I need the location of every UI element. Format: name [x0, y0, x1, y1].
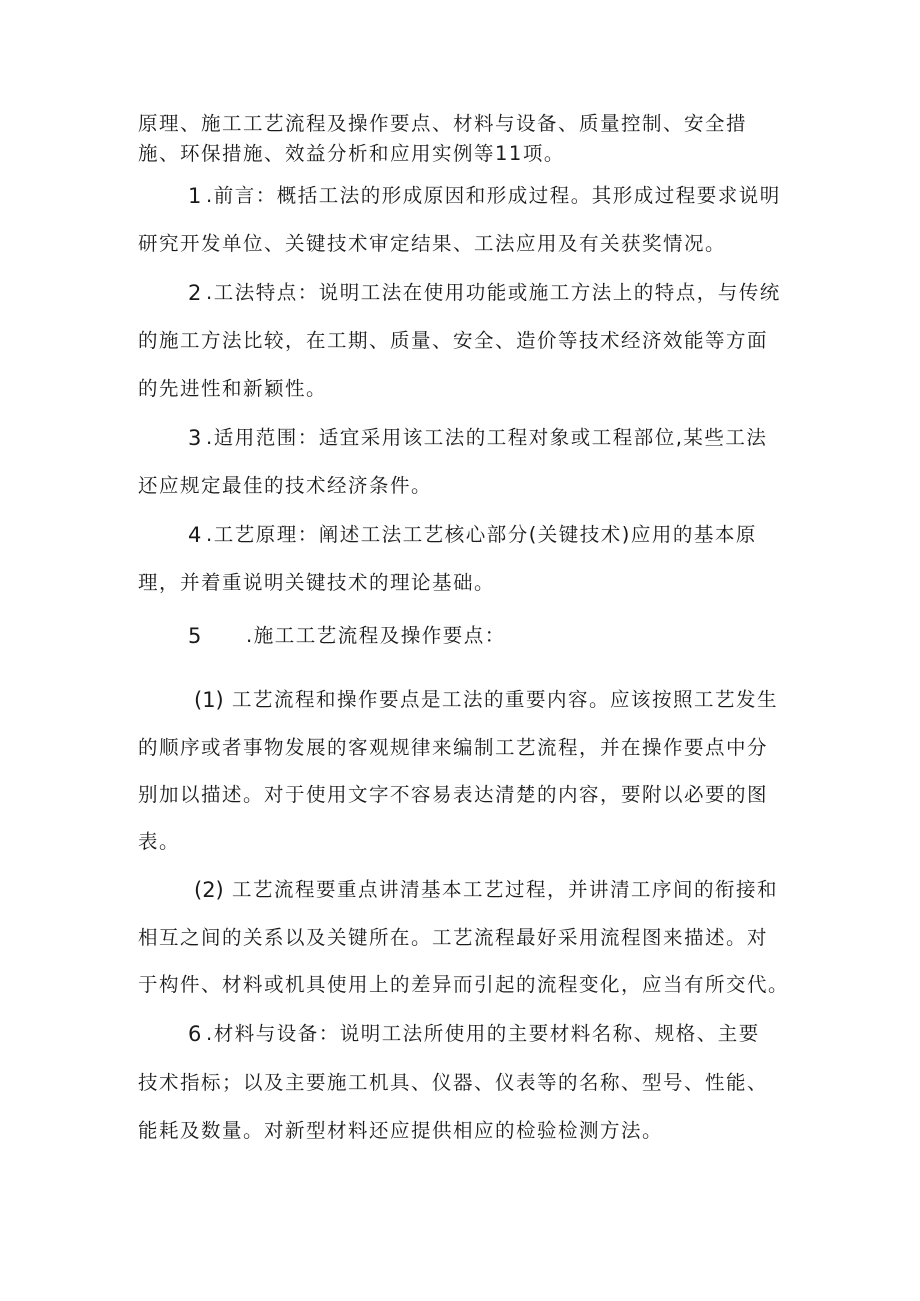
item-1-line-2: 的顺序或者事物发展的客观规律来编制工艺流程，并在操作要点中分	[138, 736, 769, 759]
section-6-line-3: 能耗及数量。对新型材料还应提供相应的检验检测方法。	[138, 1119, 664, 1142]
section-2-line-2: 的施工方法比较，在工期、质量、安全、造价等技术经济效能等方面	[138, 329, 769, 352]
section-2-line-3: 的先进性和新颖性。	[138, 377, 328, 400]
section-6-line-1: .材料与设备：说明工法所使用的主要材料名称、规格、主要	[206, 1022, 760, 1045]
section-2-number: 2	[188, 281, 202, 305]
section-1-line-2: 研究开发单位、关键技术审定结果、工法应用及有关获奖情况。	[138, 232, 727, 255]
item-1-line-4: 表。	[138, 830, 181, 853]
section-6-number: 6	[188, 1022, 202, 1046]
intro-line-2: 施、环保措施、效益分析和应用实例等11项。	[138, 142, 565, 165]
section-2-line-1: .工法特点：说明工法在使用功能或施工方法上的特点，与传统	[206, 281, 781, 304]
section-5-number: 5	[188, 624, 202, 648]
item-2-line-3: 于构件、材料或机具使用上的差异而引起的流程变化，应当有所交代。	[138, 973, 790, 996]
section-3-line-1: .适用范围：适宜采用该工法的工程对象或工程部位,某些工法	[206, 426, 768, 449]
item-2-number: (2)	[194, 878, 224, 902]
item-1-line-1: 工艺流程和操作要点是工法的重要内容。应该按照工艺发生	[232, 688, 779, 711]
section-4-line-1: .工艺原理：阐述工法工艺核心部分(关键技术)应用的基本原	[206, 523, 757, 546]
section-3-number: 3	[188, 426, 202, 450]
item-2-line-1: 工艺流程要重点讲清基本工艺过程，并讲清工序间的衔接和	[232, 878, 779, 901]
item-2-line-2: 相互之间的关系以及关键所在。工艺流程最好采用流程图来描述。对	[138, 926, 769, 949]
section-6-line-2: 技术指标；以及主要施工机具、仪器、仪表等的名称、型号、性能、	[138, 1071, 769, 1094]
item-1-number: (1)	[194, 688, 224, 712]
section-1-number: 1	[188, 184, 202, 208]
item-1-line-3: 别加以描述。对于使用文字不容易表达清楚的内容，要附以必要的图	[138, 783, 769, 806]
section-5-line-1: .施工工艺流程及操作要点：	[246, 624, 506, 647]
intro-line-1: 原理、施工工艺流程及操作要点、材料与设备、质量控制、安全措	[138, 112, 748, 135]
section-3-line-2: 还应规定最佳的技术经济条件。	[138, 474, 433, 497]
section-1-line-1: .前言：概括工法的形成原因和形成过程。其形成过程要求说明	[206, 184, 781, 207]
section-4-line-2: 理，并着重说明关键技术的理论基础。	[138, 571, 496, 594]
section-4-number: 4	[188, 523, 202, 547]
